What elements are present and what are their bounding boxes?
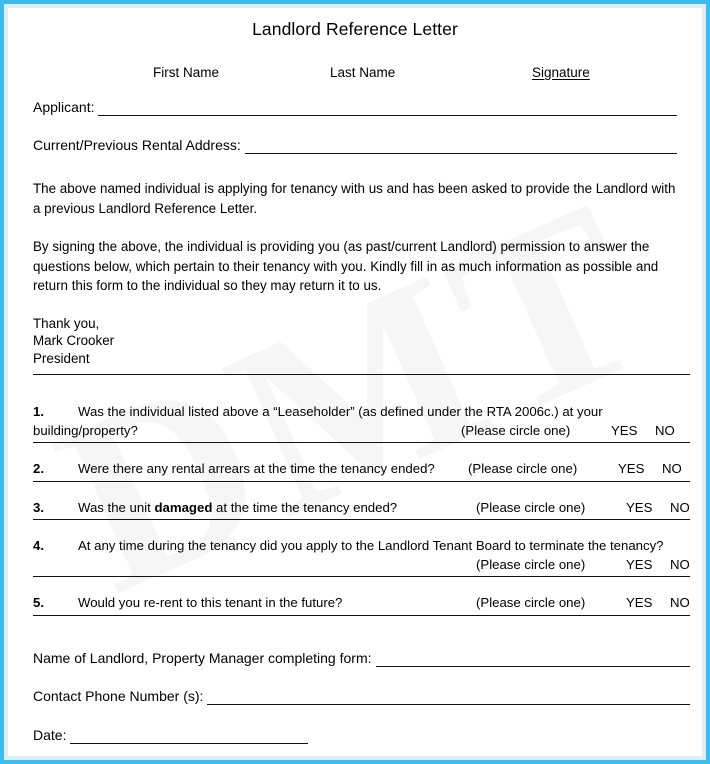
completion-fields-section <box>33 650 690 744</box>
question-5-number: 5. <box>33 595 44 610</box>
question-5-yes-option[interactable]: YES <box>626 595 653 610</box>
field-applicant[interactable] <box>33 99 677 116</box>
document-content <box>8 19 702 744</box>
signature-column-headers <box>33 65 677 91</box>
question-row <box>33 537 690 577</box>
question-1-text-continued: building/property? <box>33 422 138 438</box>
question-3-text <box>78 499 397 518</box>
question-5-no-option[interactable]: NO <box>670 595 690 610</box>
question-row <box>33 460 690 482</box>
question-3-no-option[interactable]: NO <box>670 499 690 515</box>
field-landlord-name-label: Name of Landlord, Property Manager completing form: <box>33 649 372 666</box>
question-2-no-option[interactable]: NO <box>662 461 682 476</box>
questions-section <box>33 403 690 616</box>
question-3-text-emphasis: damaged <box>154 499 213 515</box>
section-divider <box>33 374 690 375</box>
question-3-text-before: Was the unit <box>78 499 155 515</box>
question-1-text: Was the individual listed above a “Leaseholder” (as defined under the RTA 2006c.) at your <box>78 404 603 419</box>
question-5-text: Would you re-rent to this tenant in the future? <box>78 595 343 610</box>
question-3-text-after: at the time the tenancy ended? <box>212 499 398 515</box>
question-1-answer-row <box>33 422 690 441</box>
column-header-last-name: Last Name <box>330 65 396 80</box>
question-row <box>33 499 690 521</box>
field-rental-address-label: Current/Previous Rental Address: <box>33 137 241 153</box>
page-title: Landlord Reference Letter <box>252 19 458 39</box>
question-1-yes-option[interactable]: YES <box>611 422 638 438</box>
column-header-first-name: First Name <box>153 65 220 80</box>
question-4-answer-row <box>33 556 690 575</box>
field-rental-address[interactable] <box>33 137 677 154</box>
question-1-line-1 <box>33 403 690 422</box>
question-2-text: Were there any rental arrears at the time the tenancy ended? <box>78 461 435 476</box>
question-1-no-option[interactable]: NO <box>655 422 675 438</box>
question-4-line-1 <box>33 537 690 556</box>
field-date-label: Date: <box>33 726 67 743</box>
document-sheet <box>8 8 702 756</box>
question-4-yes-option[interactable]: YES <box>626 556 653 572</box>
question-row <box>33 594 690 616</box>
question-2-number: 2. <box>33 461 44 476</box>
field-date[interactable] <box>33 727 690 744</box>
sign-off-title: President <box>33 350 90 366</box>
question-5-line <box>33 594 690 613</box>
question-1-number: 1. <box>33 404 44 419</box>
sign-off-name: Mark Crooker <box>33 333 115 348</box>
question-3-line <box>33 499 690 518</box>
question-1-circle-instruction: (Please circle one) <box>461 422 571 438</box>
question-4-text: At any time during the tenancy did you apply to the Landlord Tenant Board to terminate the tenancy? <box>78 538 664 553</box>
field-landlord-name-input-line[interactable] <box>376 653 691 667</box>
field-landlord-name[interactable] <box>33 650 690 667</box>
question-5-circle-instruction: (Please circle one) <box>476 595 586 610</box>
column-header-signature: Signature <box>532 65 590 80</box>
question-4-no-option[interactable]: NO <box>670 556 690 572</box>
field-contact-phone-input-line[interactable] <box>207 691 690 705</box>
document-page-inner-border <box>4 4 706 760</box>
field-rental-address-input-line[interactable] <box>245 140 677 154</box>
field-contact-phone-label: Contact Phone Number (s): <box>33 687 204 704</box>
question-3-number: 3. <box>33 499 44 515</box>
sign-off-closing: Thank you, <box>33 315 100 331</box>
field-date-input-line[interactable] <box>70 730 308 744</box>
field-applicant-input-line[interactable] <box>98 102 677 116</box>
question-row <box>33 403 690 443</box>
field-contact-phone[interactable] <box>33 688 690 705</box>
body-paragraph-2: By signing the above, the individual is providing you (as past/current Landlord) permission to answer the questions below, which pertain to their tenancy with you. Kindly fill in as much information as possible and return this form to the individual so they may return it to us. <box>33 239 659 293</box>
body-paragraph-1: The above named individual is applying for tenancy with us and has been asked to provide the Landlord with a previous Landlord Reference Letter. <box>33 181 676 216</box>
field-applicant-label: Applicant: <box>33 99 95 115</box>
question-2-line <box>33 460 690 479</box>
question-2-circle-instruction: (Please circle one) <box>468 461 578 476</box>
question-4-number: 4. <box>33 538 44 553</box>
question-3-yes-option[interactable]: YES <box>626 499 653 515</box>
question-4-circle-instruction: (Please circle one) <box>476 556 586 572</box>
question-3-circle-instruction: (Please circle one) <box>476 499 586 515</box>
question-2-yes-option[interactable]: YES <box>618 461 645 476</box>
sign-off-block <box>33 315 677 368</box>
